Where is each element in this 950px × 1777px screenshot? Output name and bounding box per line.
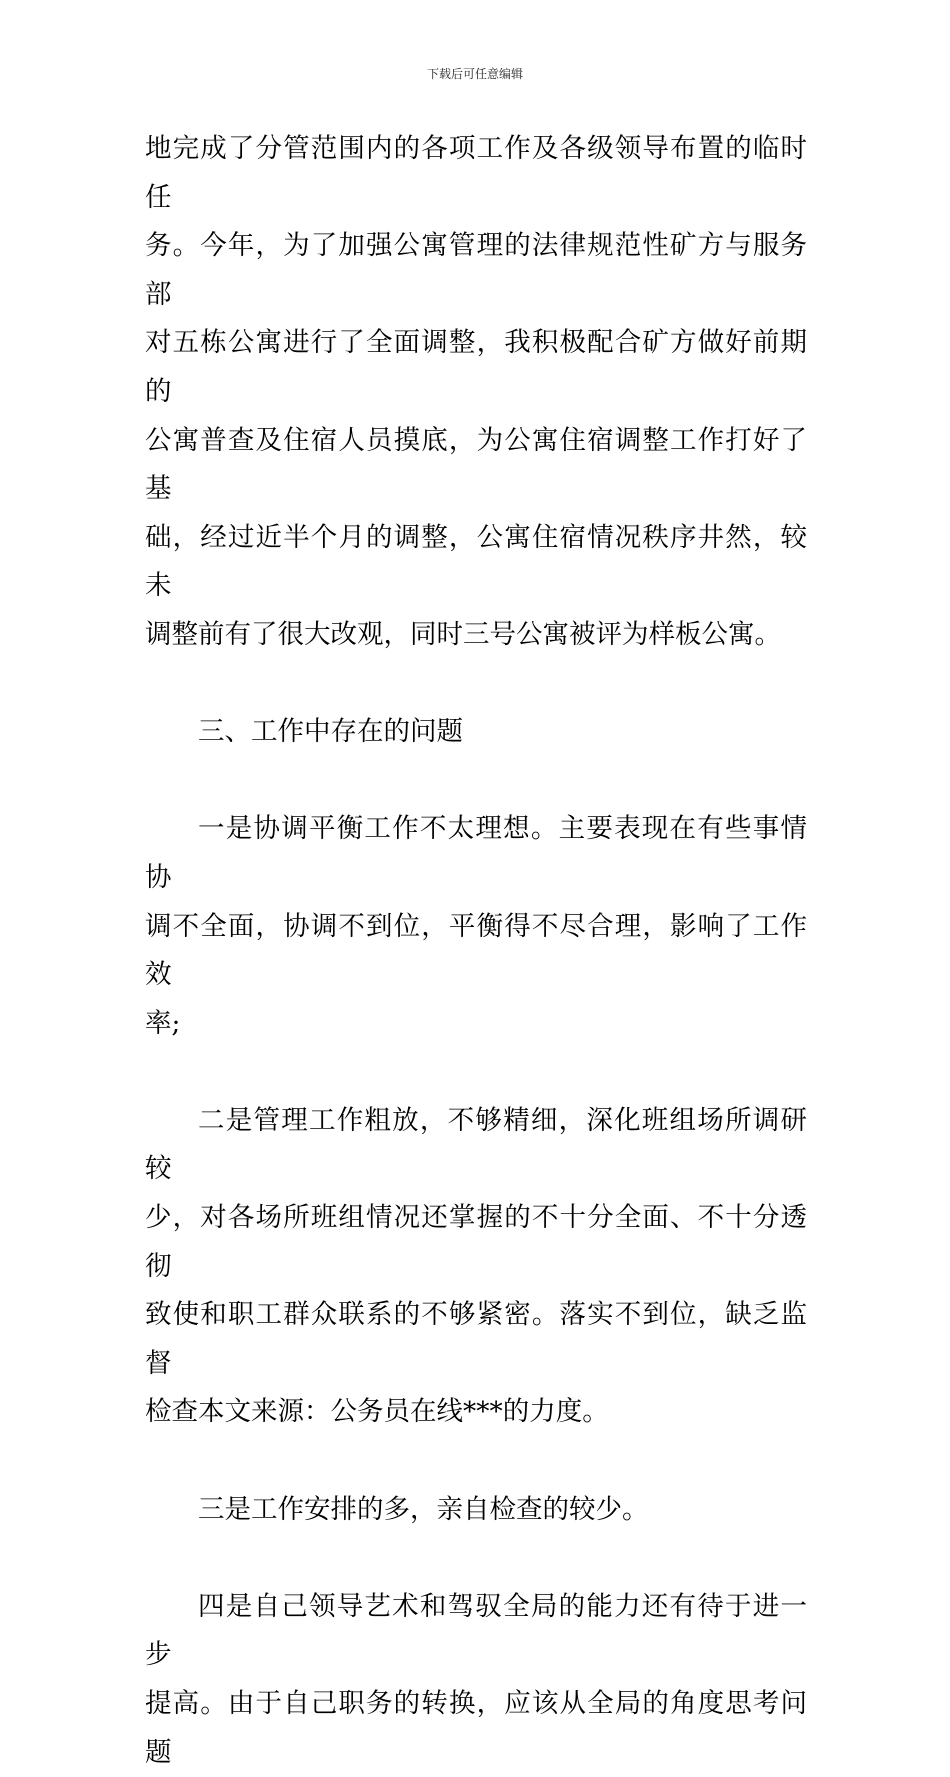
paragraph-problem-two-cont	[145, 1194, 807, 1437]
section-heading-problems	[145, 708, 807, 757]
paragraph-problem-one	[145, 805, 807, 902]
paragraph-problem-one-cont	[145, 903, 807, 1049]
paragraph-gap	[145, 1048, 807, 1097]
text-line: 地完成了分管范围内的各项工作及各级领导布置的临时任	[145, 133, 807, 213]
page-header: 下载后可任意编辑	[426, 67, 523, 81]
text-line: 调不全面，协调不到位，平衡得不尽合理，影响了工作效	[145, 910, 807, 991]
text-line: 务。今年，为了加强公寓管理的法律规范性矿方与服务部	[145, 230, 807, 310]
text-line: 对五栋公寓进行了全面调整，我积极配合矿方做好前期的	[145, 327, 807, 407]
paragraph-gap	[145, 660, 807, 709]
text-line: 提高。由于自己职务的转换，应该从全局的角度思考问题	[145, 1688, 807, 1768]
text-line: 少，对各场所班组情况还掌握的不十分全面、不十分透彻	[145, 1202, 807, 1282]
paragraph-gap	[145, 1534, 807, 1583]
text-line: 三是工作安排的多，亲自检查的较少。	[198, 1493, 649, 1525]
text-line: 三、工作中存在的问题	[198, 716, 463, 748]
text-line: 调整前有了很大改观，同时三号公寓被评为样板公寓。	[145, 618, 781, 650]
text-line: 公寓普查及住宿人员摸底，为公寓住宿调整工作打好了基	[145, 424, 807, 505]
paragraph-problem-three	[145, 1486, 807, 1535]
text-line: 一是协调平衡工作不太理想。主要表现在有些事情协	[145, 813, 807, 893]
paragraph-gap	[145, 1437, 807, 1486]
text-line: 致使和职工群众联系的不够紧密。落实不到位，缺乏监督	[145, 1299, 807, 1379]
text-line: 率;	[145, 1007, 181, 1039]
document-body	[145, 125, 807, 1777]
paragraph-apartment-adjustment	[145, 125, 807, 660]
text-line: 二是管理工作粗放，不够精细，深化班组场所调研较	[145, 1104, 807, 1185]
paragraph-gap	[145, 757, 807, 806]
text-line: 础，经过近半个月的调整，公寓住宿情况秩序井然，较未	[145, 521, 807, 602]
text-line: 检查本文来源：公务员在线***的力度。	[145, 1396, 609, 1428]
text-line: 四是自己领导艺术和驾驭全局的能力还有待于进一步	[145, 1590, 807, 1671]
paragraph-problem-two	[145, 1097, 807, 1194]
paragraph-problem-four-cont	[145, 1680, 807, 1777]
paragraph-problem-four	[145, 1583, 807, 1680]
